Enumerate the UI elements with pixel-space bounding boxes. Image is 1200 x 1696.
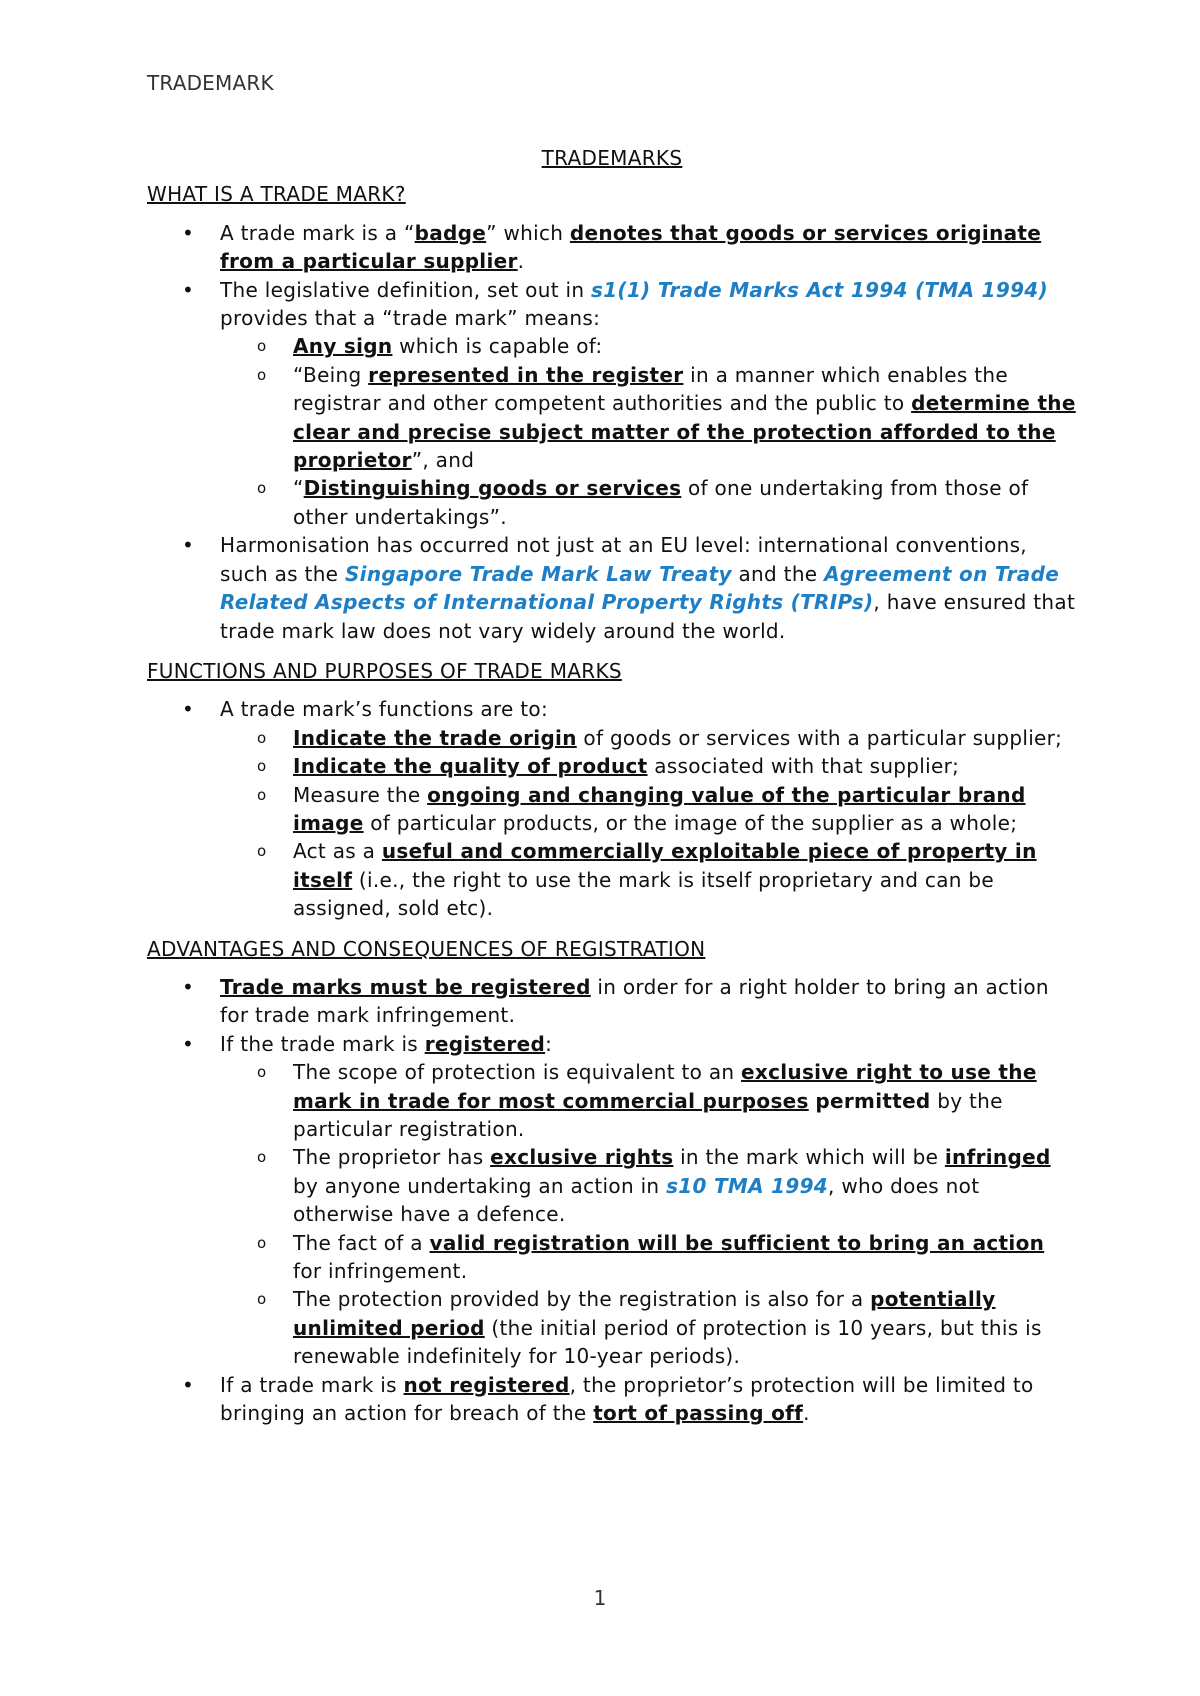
circle-bullet-icon: o	[257, 842, 267, 861]
circle-bullet-icon: o	[257, 1148, 267, 1167]
bullet-icon: •	[182, 533, 195, 558]
section-heading: WHAT IS A TRADE MARK?	[147, 182, 406, 207]
sub-bullet-item: o Indicate the quality of product associated with that supplier;	[147, 752, 1077, 780]
bullet-item: • A trade mark’s functions are to:	[147, 695, 1077, 723]
statute-reference: s10 TMA 1994	[666, 1173, 829, 1198]
circle-bullet-icon: o	[257, 479, 267, 498]
treaty-reference: Singapore Trade Mark Law Treaty	[344, 561, 732, 586]
bullet-list	[147, 973, 1077, 1428]
sub-bullet-item: o Act as a useful and commercially exploitable piece of property in itself (i.e., the right to use the mark is itself proprietary and can be assigned, sold etc).	[257, 839, 1037, 921]
section-functions-and-purposes	[147, 657, 1077, 923]
circle-bullet-icon: o	[257, 1233, 267, 1252]
sub-bullet-item: o “Distinguishing goods or services of one undertaking from those of other undertakings”.	[257, 476, 1029, 529]
bullet-item: • A trade mark is a “badge” which denotes that goods or services originate from a particular supplier.	[182, 220, 1042, 274]
bullet-icon: •	[182, 697, 195, 722]
bullet-list	[147, 219, 1077, 645]
document-title: TRADEMARKS	[541, 146, 683, 170]
sub-bullet-item: o The scope of protection is equivalent to an exclusive right to use the mark in trade for most commercial purposes permitted by the particular registration.	[257, 1060, 1037, 1141]
sub-bullet-item: o Any sign which is capable of:	[147, 332, 1077, 360]
sub-bullet-item: o Indicate the trade origin of goods or services with a particular supplier;	[147, 724, 1077, 752]
bullet-item: • If the trade mark is registered:	[147, 1030, 1077, 1058]
bullet-icon: •	[182, 1372, 195, 1397]
treaty-reference: Agreement on Trade Related Aspects of International Property Rights (TRIPs)	[220, 561, 1060, 615]
circle-bullet-icon: o	[257, 337, 267, 356]
section-what-is-a-trade-mark	[147, 180, 1077, 645]
bullet-item: • Harmonisation has occurred not just at an EU level: international conventions, such as the Singapore Trade Mark Law Treaty and the Agreement on Trade Related Aspects of International Property Rights (TRIPs), have ensured that trade mark law does not vary widely around the world.	[182, 533, 1076, 643]
section-heading: FUNCTIONS AND PURPOSES OF TRADE MARKS	[147, 658, 622, 683]
bullet-item: • Trade marks must be registered in order for a right holder to bring an action for trade mark infringement.	[182, 974, 1049, 1028]
bullet-icon: •	[182, 974, 195, 999]
sub-bullet-item: o The fact of a valid registration will be sufficient to bring an action for infringement.	[257, 1230, 1045, 1284]
bullet-item: • If a trade mark is not registered, the proprietor’s protection will be limited to bringing an action for breach of the tort of passing off.	[182, 1372, 1034, 1426]
document-body	[147, 144, 1077, 1439]
bullet-item: • The legislative definition, set out in s1(1) Trade Marks Act 1994 (TMA 1994) provides that a “trade mark” means:	[182, 277, 1048, 331]
circle-bullet-icon: o	[257, 728, 267, 747]
statute-reference: s1(1) Trade Marks Act 1994 (TMA 1994)	[590, 277, 1048, 302]
sub-bullet-item: o “Being represented in the register in a manner which enables the registrar and other competent authorities and the public to determine the clear and precise subject matter of the protection afforded to the proprietor”, and	[257, 362, 1076, 473]
circle-bullet-icon: o	[257, 1063, 267, 1082]
circle-bullet-icon: o	[257, 365, 267, 384]
running-header: TRADEMARK	[147, 71, 274, 95]
bullet-icon: •	[182, 1031, 195, 1056]
circle-bullet-icon: o	[257, 1290, 267, 1309]
bullet-list	[147, 695, 1077, 922]
circle-bullet-icon: o	[257, 757, 267, 776]
sub-bullet-item: o Measure the ongoing and changing value of the particular brand image of particular products, or the image of the supplier as a whole;	[257, 782, 1026, 835]
section-heading: ADVANTAGES AND CONSEQUENCES OF REGISTRATION	[147, 936, 706, 961]
page-number: 1	[593, 1586, 607, 1610]
sub-bullet-item: o The proprietor has exclusive rights in the mark which will be infringed by anyone undertaking an action in s10 TMA 1994, who does not otherwise have a defence.	[257, 1145, 1051, 1227]
sub-bullet-item: o The protection provided by the registration is also for a potentially unlimited period (the initial period of protection is 10 years, but this is renewable indefinitely for 10-year periods).	[257, 1287, 1042, 1369]
section-advantages-of-registration	[147, 935, 1077, 1428]
circle-bullet-icon: o	[257, 785, 267, 804]
bullet-icon: •	[182, 277, 195, 302]
bullet-icon: •	[182, 220, 195, 245]
